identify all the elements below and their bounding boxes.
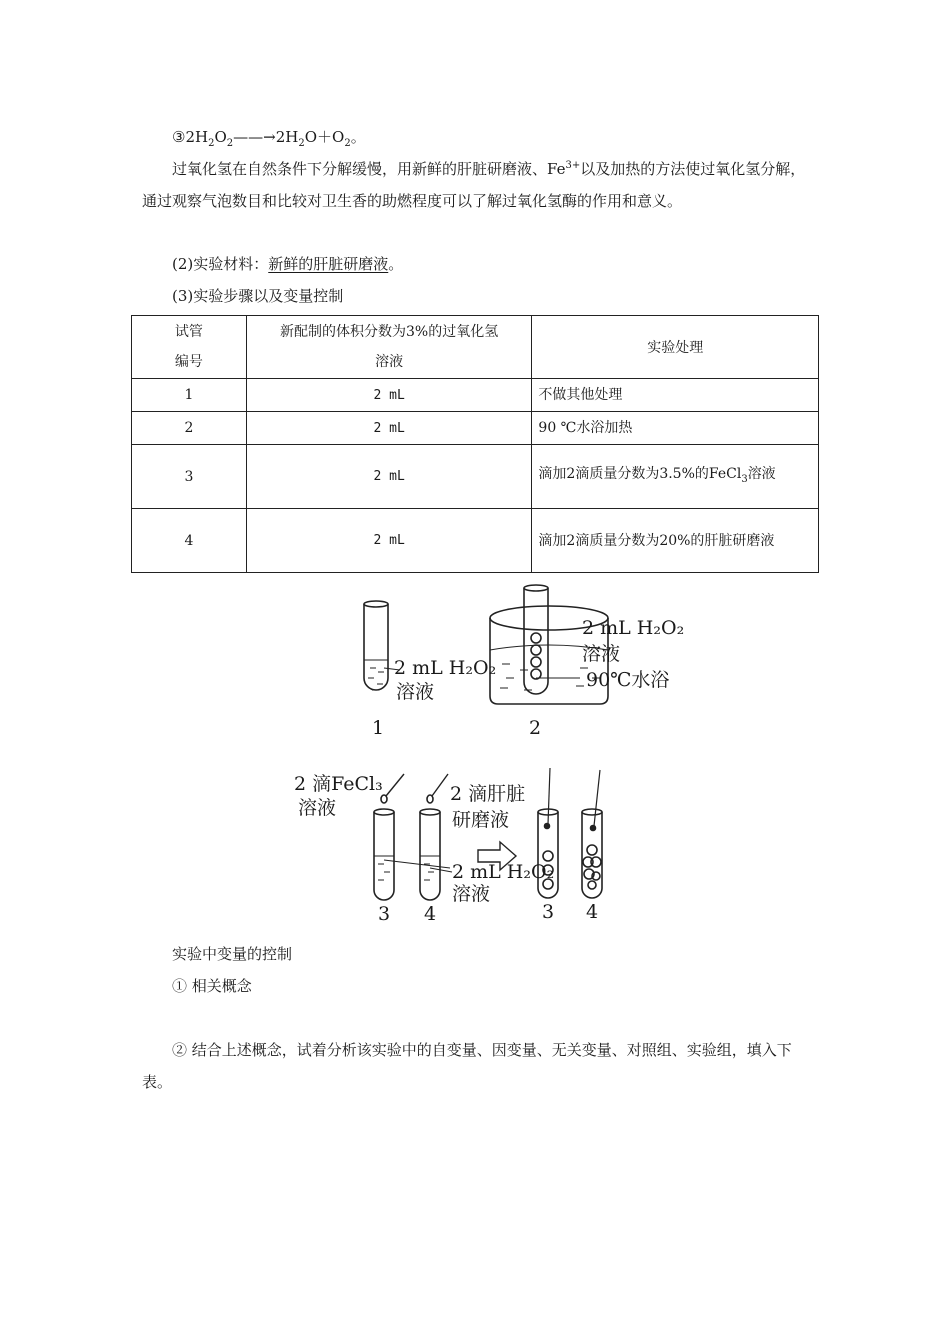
materials-value: 新鲜的肝脏研磨液	[268, 255, 389, 273]
tube3-number: 3	[378, 903, 391, 925]
header-tube-number: 试管 编号	[132, 316, 247, 379]
table-row: 1 2 mL 不做其他处理	[132, 379, 819, 412]
table-row: 3 2 mL 滴加2滴质量分数为3.5%的FeCl$_3$溶液	[132, 445, 819, 509]
tube1-number: 1	[372, 717, 385, 739]
experiment-diagram	[280, 578, 700, 928]
bubble	[531, 633, 541, 643]
experiment-table	[131, 315, 819, 573]
bubble	[587, 845, 597, 855]
reaction-equation: $③2H_2O_2——\to 2H_2O+O_2$。	[172, 128, 366, 149]
liver-label: 2 滴肝脏	[450, 783, 526, 805]
tube4-number: 4	[424, 903, 437, 925]
intro-paragraph: 过氧化氢在自然条件下分解缓慢，用新鲜的肝脏研磨液、$Fe^{3+}$以及加热的方法使过氧化氢分解，通过观察气泡数目和比较对卫生香的助燃程度可以了解过氧化氢酶的作用和意义。	[142, 160, 806, 210]
h2o2-label-2: 溶液	[452, 883, 491, 905]
test-tube-2	[524, 585, 580, 694]
liver-dropper	[427, 774, 448, 803]
tube1-label-2: 溶液	[396, 681, 435, 703]
liver-label-2: 研磨液	[452, 809, 510, 831]
tube2-label-2: 溶液	[582, 643, 621, 665]
h2o2-label: 2 mL H₂O₂	[452, 861, 555, 883]
fecl3-label: 2 滴FeCl₃	[294, 773, 383, 795]
tube1-label: 2 mL H₂O₂	[394, 657, 497, 679]
header-treatment: 实验处理	[532, 316, 819, 379]
fecl3-label-2: 溶液	[298, 797, 337, 819]
bubble	[543, 851, 553, 861]
header-h2o2: 新配制的体积分数为3%的过氧化氢 溶液	[246, 316, 532, 379]
bubble	[588, 881, 596, 889]
test-tube-4	[420, 809, 452, 900]
tube2-number: 2	[529, 717, 542, 739]
test-tube-3	[374, 809, 450, 900]
table-row: 4 2 mL 滴加2滴质量分数为20%的肝脏研磨液	[132, 509, 819, 573]
task-paragraph: ② 结合上述概念，试着分析该实验中的自变量、因变量、无关变量、对照组、实验组，填入下表。	[142, 1041, 792, 1091]
bubble	[531, 645, 541, 655]
test-tube-4-after	[582, 770, 602, 898]
tube3-after-number: 3	[542, 901, 555, 923]
materials-line: (2)实验材料：新鲜的肝脏研磨液。	[172, 255, 404, 273]
table-row: 2 2 mL 90 ℃水浴加热	[132, 412, 819, 445]
reaction-arrow: ——→	[233, 128, 276, 146]
tube2-bath-label: 90℃水浴	[586, 669, 670, 691]
table-header-row	[132, 316, 819, 379]
tube2-label: 2 mL H₂O₂	[582, 617, 685, 639]
variables-title: 实验中变量的控制	[172, 945, 293, 963]
fecl3-dropper	[381, 774, 404, 803]
concepts-item: ① 相关概念	[172, 977, 252, 995]
tube4-after-number: 4	[586, 901, 599, 923]
bubble	[531, 657, 541, 667]
steps-title: (3)实验步骤以及变量控制	[172, 287, 344, 305]
